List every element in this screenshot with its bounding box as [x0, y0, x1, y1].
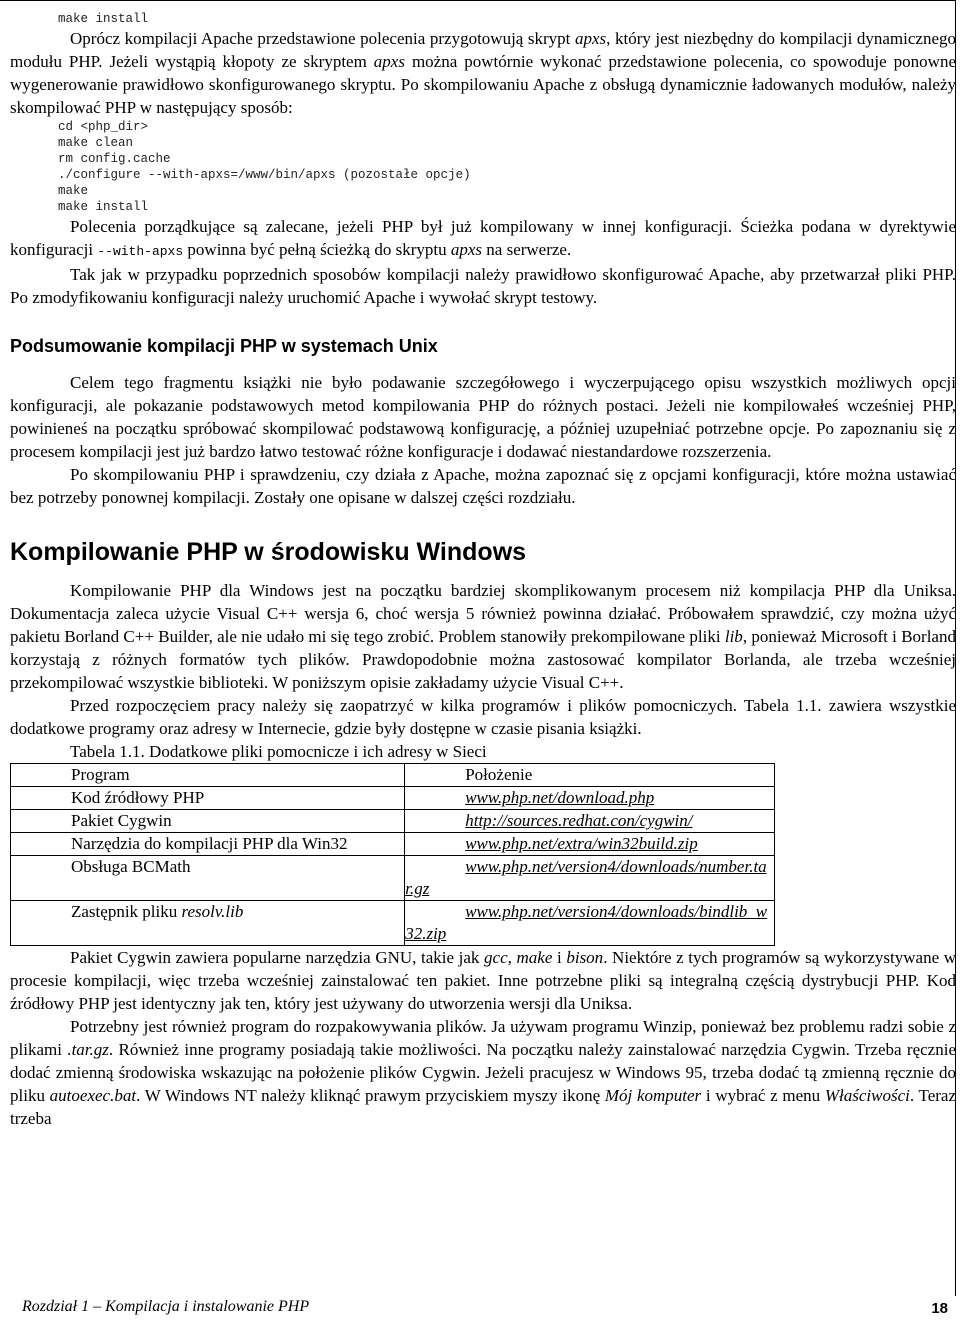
- italic-apxs: apxs: [373, 52, 405, 71]
- text-run: i wybrać z menu: [701, 1086, 825, 1105]
- cell-text: Pakiet Cygwin: [71, 811, 172, 830]
- italic-autoexec: autoexec.bat: [49, 1086, 137, 1105]
- table-row: [11, 833, 775, 856]
- cell-url: [405, 810, 775, 833]
- italic-lib: lib: [724, 627, 743, 646]
- cell-program: [11, 787, 405, 810]
- text-run: , który jest niezbędny do kompilacji dynamicznego modułu PHP. Jeżeli wystąpią kłopoty ze skryptem: [10, 29, 957, 71]
- table-row: [11, 787, 775, 810]
- cell-program: [11, 810, 405, 833]
- table-caption: Tabela 1.1. Dodatkowe pliki pomocnicze i ich adresy w Sieci: [70, 742, 487, 761]
- text-run: . Również inne programy posiadają takie możliwości. Na początku należy zainstalować narzędzia Cygwin. Trzeba ręcznie dodać zmienną środowiska wskazując na położenie plików Cygwin. Jeżeli pracujesz w Windows 95, trzeba dodać tą zmienną ręcznie do pliku: [10, 1040, 956, 1105]
- header-location: [405, 764, 775, 787]
- italic-gcc: gcc: [484, 948, 508, 967]
- page-footer: [22, 1296, 948, 1321]
- cell-text: Zastępnik pliku: [71, 902, 182, 921]
- code-block-make-install: [10, 11, 956, 27]
- code-line: ./configure --with-apxs=/www/bin/apxs (pozostałe opcje): [58, 168, 471, 182]
- footer-chapter: Rozdział 1 – Kompilacja i instalowanie PHP: [22, 1298, 310, 1315]
- text-run: i: [552, 948, 567, 967]
- cell-text: Obsługa BCMath: [71, 857, 191, 876]
- text-run: Potrzebny jest również program do rozpakowywania plików. Ja używam programu Winzip, ponieważ bez problemu radzi sobie z plikami: [10, 1017, 956, 1059]
- text-run: Pakiet Cygwin zawiera popularne narzędzia GNU, takie jak: [70, 948, 485, 967]
- paragraph-summary-2: Po skompilowaniu PHP i sprawdzeniu, czy działa z Apache, można zapoznać się z opcjami konfiguracji, które można ustawiać bez potrzeby ponownej kompilacji. Zostały one opisane w dalszej części rozdziału.: [10, 465, 956, 507]
- italic-properties: Właściwości: [824, 1086, 910, 1105]
- italic-make: make: [516, 948, 553, 967]
- paragraph-configure-apache: Tak jak w przypadku poprzednich sposobów kompilacji należy prawidłowo skonfigurować Apache, aby przetwarzał pliki PHP. Po zmodyfikowaniu konfiguracji należy uruchomić Apache i wywołać skrypt testowy.: [10, 265, 956, 307]
- page-number: 18: [931, 1300, 948, 1317]
- cell-url: [405, 833, 775, 856]
- paragraph-unzip: [10, 1015, 956, 1130]
- document-page: [10, 11, 956, 1130]
- cell-program: [11, 856, 405, 901]
- cell-url: [405, 787, 775, 810]
- url-link[interactable]: www.php.net/extra/win32build.zip: [465, 834, 698, 853]
- italic-filename: resolv.lib: [181, 902, 244, 921]
- text-run: powinna być pełną ścieżką do skryptu: [183, 240, 451, 259]
- code-line: make: [58, 184, 89, 198]
- code-line: cd <php_dir>: [58, 120, 149, 134]
- italic-bison: bison: [566, 948, 604, 967]
- url-link[interactable]: www.php.net/version4/downloads/number.tar.gz: [405, 857, 767, 898]
- paragraph-windows-intro: [10, 579, 956, 694]
- code-line: make install: [58, 200, 149, 214]
- table-header-row: [11, 764, 775, 787]
- text-run: można powtórnie wykonać przedstawione polecenia, co spowoduje ponowne wygenerowanie prawidłowo skonfigurowanego skryptu. Po skompilowaniu Apache z obsługą dynamicznie ładowanych modułów, należy skompilować PHP w następujący sposób:: [10, 52, 957, 117]
- table-row: [11, 810, 775, 833]
- text-run: , ponieważ Microsoft i Borland korzystają z różnych formatów tych plików. Prawdopodobnie można zastosować kompilator Borlanda, ale trzeba wcześniej przekompilować wszystkie biblioteki. W poniższym opisie zakładamy użycie Visual C++.: [10, 627, 956, 692]
- cell-text: Kod źródłowy PHP: [71, 788, 205, 807]
- code-line: make clean: [58, 136, 134, 150]
- italic-apxs: apxs: [450, 240, 483, 259]
- text-run: ,: [507, 948, 517, 967]
- paragraph-apxs: [10, 27, 956, 119]
- inline-code: --with-apxs: [97, 244, 184, 259]
- cell-program: [11, 901, 405, 946]
- section-heading-summary: Podsumowanie kompilacji PHP w systemach Unix: [10, 336, 438, 356]
- paragraph-cygwin: [10, 946, 956, 1015]
- text-run: Polecenia porządkujące są zalecane, jeżeli PHP był już kompilowany w innej konfiguracji. Ścieżka podana w dyrektywie konfiguracji: [10, 217, 956, 259]
- code-block-configure: [10, 119, 956, 215]
- italic-my-computer: Mój komputer: [604, 1086, 702, 1105]
- text-run: Oprócz kompilacji Apache przedstawione polecenia przygotowują skrypt: [70, 29, 575, 48]
- paragraph-tools-needed: Przed rozpoczęciem pracy należy się zaopatrzyć w kilka programów i plików pomocniczych. Tabela 1.1. zawiera wszystkie dodatkowe programy oraz adresy w Internecie, gdzie były dostępne w czasie pisania książki.: [10, 696, 956, 738]
- text-run: Kompilowanie PHP dla Windows jest na początku bardziej skomplikowanym procesem niż kompilacja PHP dla Uniksa. Dokumentacja zaleca użycie Visual C++ wersja 6, choć wersja 5 również powinna działać. Próbowałem sprawdzić, czy można użyć pakietu Borland C++ Builder, ale nie udało mi się tego zrobić. Problem stanowiły prekompilowane pliki: [10, 581, 956, 646]
- paragraph-cleanup: [10, 215, 956, 263]
- text-run: . W Windows NT należy kliknąć prawym przyciskiem myszy ikonę: [136, 1086, 605, 1105]
- table-row: [11, 901, 775, 946]
- table-row: [11, 856, 775, 901]
- text-run: . Niektóre z tych programów są wykorzystywane w procesie kompilacji, więc trzeba wcześniej zainstalować ten pakiet. Inne potrzebne pliki są integralną częścią dystrybucji PHP. Kod źródłowy PHP jest identyczny jak ten, który jest używany do utworzenia wersji dla Uniksa.: [10, 948, 957, 1013]
- code-line: make install: [58, 12, 149, 26]
- paragraph-summary-1: Celem tego fragmentu książki nie było podawanie szczegółowego i wyczerpującego opisu wszystkich możliwych opcji konfiguracji, ale pokazanie podstawowych metod kompilowania PHP do różnych postaci. Jeżeli nie kompilowałeś wcześniej PHP, powinieneś na początku spróbować skompilować podstawową konfigurację, a później uzupełniać potrzebne opcje. Po zapoznaniu się z procesem kompilacji jest już bardzo łatwo testować różne konfiguracje i dodawać niestandardowe rozszerzenia.: [10, 373, 956, 461]
- cell-program: [11, 833, 405, 856]
- text-run: na serwerze.: [482, 240, 572, 259]
- url-link[interactable]: www.php.net/version4/downloads/bindlib_w32.zip: [405, 902, 768, 943]
- cell-url: [405, 856, 775, 901]
- url-link[interactable]: www.php.net/download.php: [465, 788, 655, 807]
- files-table: [10, 763, 775, 946]
- header-text: Program: [71, 765, 130, 784]
- cell-text: Narzędzia do kompilacji PHP dla Win32: [71, 834, 348, 853]
- text-run: . Teraz trzeba: [10, 1086, 957, 1128]
- url-link[interactable]: http://sources.redhat.con/cygwin/: [465, 811, 693, 830]
- italic-tar-gz: .tar.gz: [67, 1040, 109, 1059]
- cell-url: [405, 901, 775, 946]
- section-heading-windows: Kompilowanie PHP w środowisku Windows: [10, 538, 527, 566]
- code-line: rm config.cache: [58, 152, 171, 166]
- header-program: [11, 764, 405, 787]
- italic-apxs: apxs: [574, 29, 607, 48]
- header-text: Położenie: [465, 765, 533, 784]
